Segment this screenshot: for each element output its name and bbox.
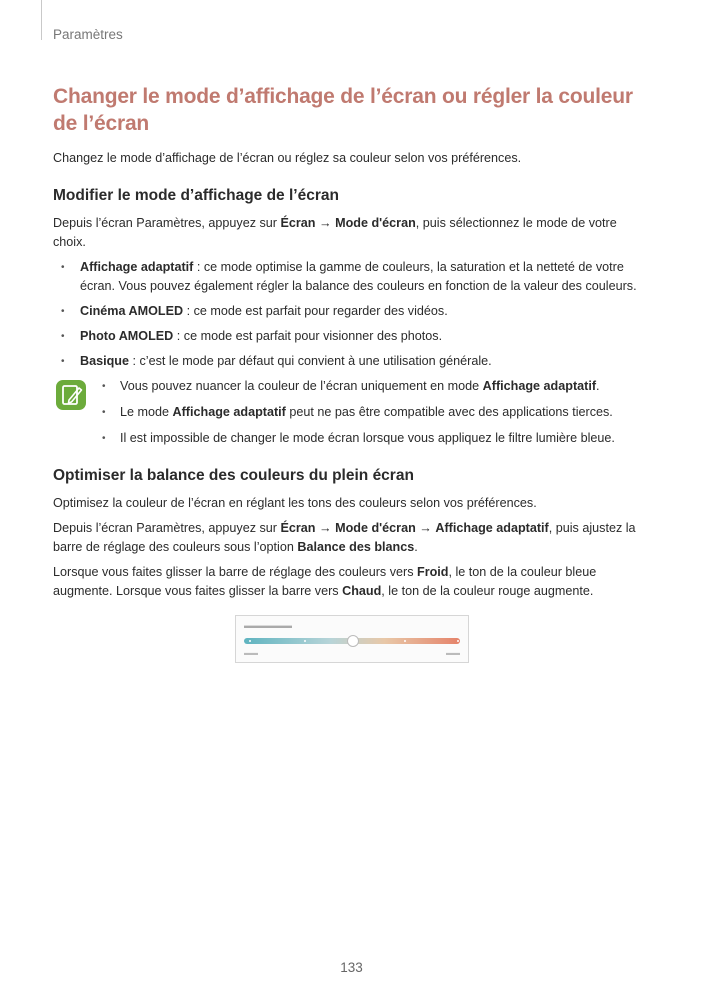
list-item: • Il est impossible de changer le mode écran lorsque vous appliquez le filtre lumière bleue. <box>99 429 653 448</box>
page-title: Changer le mode d’affichage de l’écran ou régler la couleur de l’écran <box>53 85 633 135</box>
section2-paragraph-2: Depuis l’écran Paramètres, appuyez sur Écran → Mode d'écran → Affichage adaptatif, puis ajustez la barre de réglage des couleurs sous l’option Balance des blancs. <box>53 521 636 554</box>
intro-paragraph: Changez le mode d’affichage de l’écran ou réglez sa couleur selon vos préférences. <box>53 151 522 165</box>
note-list <box>99 377 653 448</box>
list-item: • Vous pouvez nuancer la couleur de l’écran uniquement en mode Affichage adaptatif. <box>99 377 653 396</box>
section2-paragraph-3: Lorsque vous faites glisser la barre de réglage des couleurs vers Froid, le ton de la couleur bleue augmente. Lorsque vous faites glisser la barre vers Chaud, le ton de la couleur rouge augmente. <box>53 565 597 598</box>
slider-title-blurred: ▬▬▬▬▬▬ <box>244 621 292 630</box>
slider-tick <box>404 640 406 642</box>
list-item: • Photo AMOLED : ce mode est parfait pour visionner des photos. <box>53 327 653 346</box>
slider-max-label-blurred: ▬▬ <box>446 650 460 657</box>
section2-heading: Optimiser la balance des couleurs du plein écran <box>53 467 414 484</box>
list-item: • Cinéma AMOLED : ce mode est parfait pour regarder des vidéos. <box>53 302 653 321</box>
page-content <box>53 83 653 663</box>
slider-tick <box>249 640 251 642</box>
display-mode-list <box>53 258 653 371</box>
white-balance-slider-illustration <box>235 615 469 663</box>
slider-tick <box>457 640 459 642</box>
slider-tick <box>304 640 306 642</box>
list-item: • Basique : c’est le mode par défaut qui convient à une utilisation générale. <box>53 352 653 371</box>
section1-paragraph: Depuis l’écran Paramètres, appuyez sur Écran → Mode d'écran, puis sélectionnez le mode de votre choix. <box>53 216 617 249</box>
section1-heading: Modifier le mode d’affichage de l’écran <box>53 187 339 204</box>
list-item: • Le mode Affichage adaptatif peut ne pas être compatible avec des applications tierces. <box>99 403 653 422</box>
slider-min-label-blurred: ▬▬ <box>244 650 258 657</box>
section2-paragraph-1: Optimisez la couleur de l’écran en réglant les tons des couleurs selon vos préférences. <box>53 496 537 510</box>
running-header: Paramètres <box>53 27 123 42</box>
page-number: 133 <box>340 960 363 975</box>
note-box <box>53 377 653 448</box>
margin-line <box>41 0 42 40</box>
pencil-note-icon <box>56 380 86 410</box>
slider-thumb[interactable] <box>347 635 359 647</box>
list-item: • Affichage adaptatif : ce mode optimise la gamme de couleurs, la saturation et la netteté de votre écran. Vous pouvez également régler la balance des couleurs en fonction de la valeur des couleurs. <box>53 258 653 296</box>
